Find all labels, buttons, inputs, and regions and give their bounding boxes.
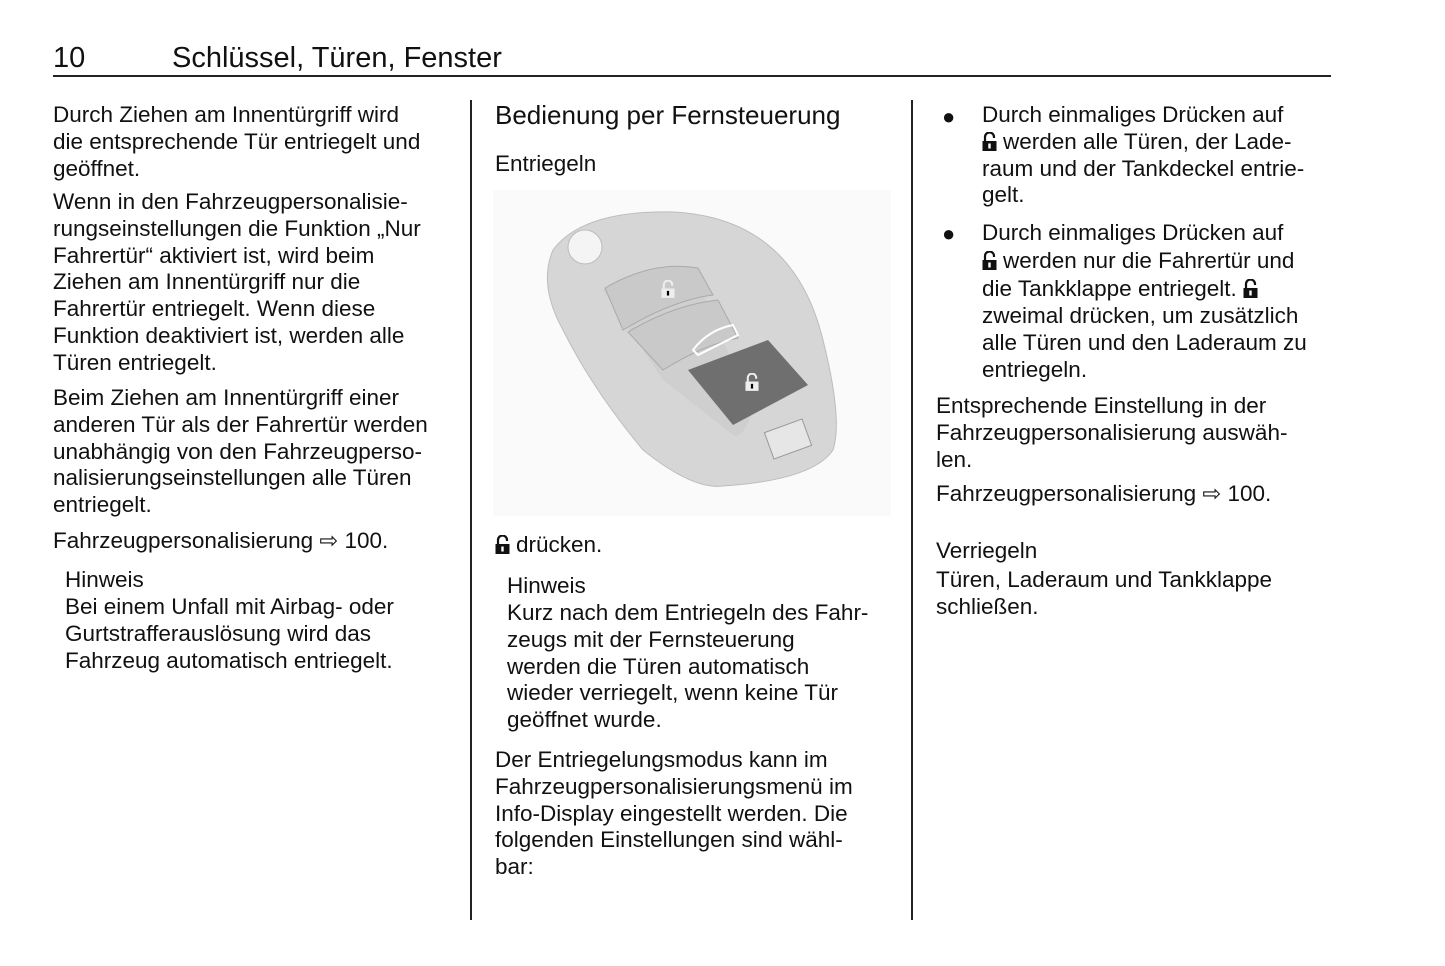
list-item-text: zweimal drücken, um zusätzlich alle Türen und den Laderaum zu entriegeln. xyxy=(982,303,1307,382)
unlock-icon xyxy=(982,132,997,151)
header-rule xyxy=(53,75,1331,77)
cross-reference: Fahrzeugpersonalisierung ⇨ 100. xyxy=(936,481,1272,506)
list-item-text: werden alle Türen, der Lade- raum und der Tankdeckel entrie- gelt. xyxy=(982,128,1305,208)
cross-reference: Fahrzeugpersonalisierung ⇨ 100. xyxy=(53,528,389,553)
column-divider xyxy=(911,100,913,920)
section-heading: Bedienung per Fernsteuerung xyxy=(495,100,841,130)
instruction xyxy=(495,532,602,559)
unlock-icon xyxy=(495,535,510,554)
instruction-text: drücken. xyxy=(516,532,603,557)
paragraph: Beim Ziehen am Innentürgriff einer anderen Tür als der Fahrertür werden unabhängig von den Fahrzeugperso- nalisierungseinstellungen alle Türen entriegelt. xyxy=(53,385,428,518)
unlock-icon xyxy=(1243,279,1258,298)
paragraph: Entsprechende Einstellung in der Fahrzeugpersonalisierung auswäh- len. xyxy=(936,393,1288,472)
list-item-text: Durch einmaliges Drücken auf xyxy=(982,102,1284,127)
paragraph: Türen, Laderaum und Tankklappe schließen. xyxy=(936,567,1273,619)
list-item-text: Durch einmaliges Drücken auf xyxy=(982,220,1284,245)
paragraph: Wenn in den Fahrzeugpersonalisie- rungseinstellungen die Funktion „Nur Fahrertür“ aktiviert ist, wird beim Ziehen am Innentürgriff nur die Fahrertür entriegelt. Wenn diese Funktion deaktiviert ist, werden alle Türen entriegelt. xyxy=(53,189,421,375)
column-divider xyxy=(470,100,472,920)
note-text: Bei einem Unfall mit Airbag- oder Gurtstrafferauslösung wird das Fahrzeug automatisch entriegelt. xyxy=(65,594,394,673)
unlock-icon xyxy=(982,251,997,270)
page-number: 10 xyxy=(53,42,86,74)
page-title: Schlüssel, Türen, Fenster xyxy=(172,42,502,74)
bullet-icon: ● xyxy=(942,221,956,246)
note-title: Hinweis xyxy=(65,567,144,592)
paragraph: Der Entriegelungsmodus kann im Fahrzeugpersonalisierungsmenü im Info-Display eingestellt werden. Die folgenden Einstellungen sind wähl- bar: xyxy=(495,747,853,880)
note-text: Kurz nach dem Entriegeln des Fahr- zeugs mit der Fernsteuerung werden die Türen automatisch wieder verriegelt, wenn keine Tür geöffnet wurde. xyxy=(507,600,869,733)
subheading: Entriegeln xyxy=(495,151,597,176)
list-item-text: werden nur die Fahrertür und xyxy=(1003,248,1295,273)
list-item xyxy=(982,219,1307,383)
bullet-icon: ● xyxy=(942,104,956,129)
list-item xyxy=(982,102,1304,209)
list-item-text: die Tankklappe entriegelt. xyxy=(982,276,1237,301)
paragraph: Durch Ziehen am Innentürgriff wird die entsprechende Tür entriegelt und geöffnet. xyxy=(53,102,421,181)
key-fob-illustration xyxy=(493,190,891,516)
subheading: Verriegeln xyxy=(936,538,1038,563)
note-title: Hinweis xyxy=(507,573,586,598)
